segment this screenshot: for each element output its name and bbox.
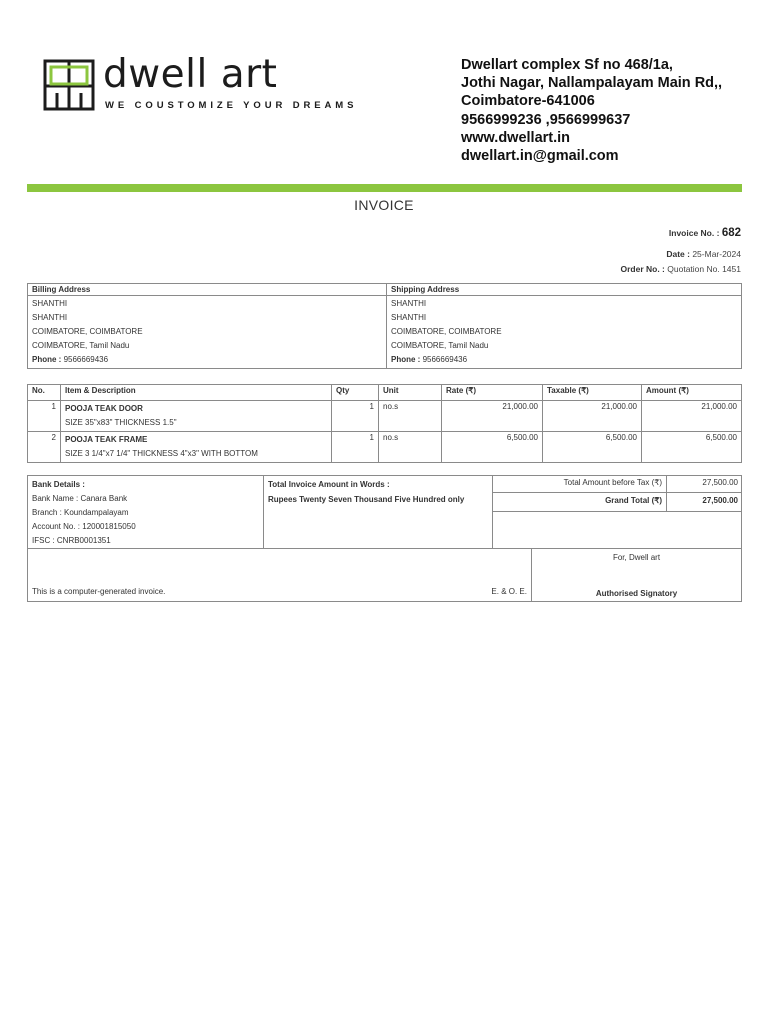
item-description: SIZE 3 1/4"x7 1/4" THICKNESS 4"x3" WITH BOTTOM xyxy=(65,449,258,458)
date-row xyxy=(666,249,741,259)
item-title: POOJA TEAK FRAME xyxy=(65,435,148,444)
logo-mark-icon xyxy=(43,59,95,111)
address-table xyxy=(27,283,742,369)
order-label: Order No. : xyxy=(620,264,665,274)
billing-line: SHANTHI xyxy=(32,299,68,308)
totals-box xyxy=(492,475,742,549)
brand-name: dwell art xyxy=(103,52,278,97)
billing-address xyxy=(28,296,387,369)
shipping-line: COIMBATORE, Tamil Nadu xyxy=(391,341,489,350)
email-link[interactable]: dwellart.in@gmail.com xyxy=(461,148,619,165)
header-divider xyxy=(27,184,742,192)
row-rate: 6,500.00 xyxy=(442,432,543,463)
brand-tagline: WE COUSTOMIZE YOUR DREAMS xyxy=(105,100,358,111)
computer-generated-note: This is a computer-generated invoice. xyxy=(32,587,166,596)
items-header-row xyxy=(28,385,742,401)
bank-line: Branch : Koundampalayam xyxy=(32,508,129,517)
bank-line: Account No. : 120001815050 xyxy=(32,522,136,531)
row-no: 1 xyxy=(28,401,61,432)
bank-details xyxy=(27,475,264,549)
before-tax-value: 27,500.00 xyxy=(667,476,741,493)
row-item xyxy=(61,432,332,463)
invoice-number: 682 xyxy=(721,227,741,239)
row-unit: no.s xyxy=(379,432,442,463)
billing-line: COIMBATORE, COIMBATORE xyxy=(32,327,143,336)
order-number: Quotation No. 1451 xyxy=(667,264,741,274)
address-line: Jothi Nagar, Nallampalayam Main Rd,, xyxy=(461,75,723,92)
words-value: Rupees Twenty Seven Thousand Five Hundred only xyxy=(268,495,465,504)
col-no: No. xyxy=(28,385,61,401)
billing-heading: Billing Address xyxy=(28,284,387,296)
table-row xyxy=(28,432,742,463)
signature-box xyxy=(531,548,742,602)
footer-left xyxy=(27,548,532,602)
col-rate: Rate (₹) xyxy=(442,385,543,401)
shipping-heading: Shipping Address xyxy=(387,284,742,296)
date-label: Date : xyxy=(666,249,690,259)
items-table xyxy=(27,384,742,463)
shipping-address xyxy=(387,296,742,369)
grand-total-label: Grand Total (₹) xyxy=(493,493,667,512)
company-address xyxy=(461,56,761,165)
billing-phone xyxy=(32,353,382,367)
table-row xyxy=(28,401,742,432)
authorised-signatory: Authorised Signatory xyxy=(595,589,678,598)
phone-label: Phone : xyxy=(391,355,421,364)
invoice-number-row xyxy=(669,227,741,239)
before-tax-label: Total Amount before Tax (₹) xyxy=(493,476,667,493)
invoice-date: 25-Mar-2024 xyxy=(692,249,741,259)
row-amount: 21,000.00 xyxy=(642,401,742,432)
item-description: SIZE 35"x83" THICKNESS 1.5" xyxy=(65,418,177,427)
shipping-phone xyxy=(391,353,737,367)
col-taxable: Taxable (₹) xyxy=(543,385,642,401)
bank-line: Bank Name : Canara Bank xyxy=(32,494,128,503)
col-item: Item & Description xyxy=(61,385,332,401)
shipping-line: SHANTHI xyxy=(391,299,427,308)
row-taxable: 6,500.00 xyxy=(543,432,642,463)
bank-heading: Bank Details : xyxy=(32,480,85,489)
col-amount: Amount (₹) xyxy=(642,385,742,401)
invoice-number-label: Invoice No. : xyxy=(668,228,720,238)
row-qty: 1 xyxy=(332,401,379,432)
order-row xyxy=(620,264,741,274)
row-unit: no.s xyxy=(379,401,442,432)
address-line: Coimbatore-641006 xyxy=(461,93,595,110)
col-qty: Qty xyxy=(332,385,379,401)
address-line: Dwellart complex Sf no 468/1a, xyxy=(461,57,673,73)
shipping-phone-value: 9566669436 xyxy=(422,355,468,364)
words-heading: Total Invoice Amount in Words : xyxy=(268,480,390,489)
row-qty: 1 xyxy=(332,432,379,463)
col-unit: Unit xyxy=(379,385,442,401)
for-company: For, Dwell art xyxy=(612,553,661,562)
amount-in-words xyxy=(263,475,493,549)
billing-phone-value: 9566669436 xyxy=(63,355,109,364)
eoe-note: E. & O. E. xyxy=(491,587,527,596)
website-link[interactable]: www.dwellart.in xyxy=(461,129,571,146)
item-title: POOJA TEAK DOOR xyxy=(65,404,143,413)
shipping-line: COIMBATORE, COIMBATORE xyxy=(391,327,502,336)
shipping-line: SHANTHI xyxy=(391,313,427,322)
bank-line: IFSC : CNRB0001351 xyxy=(32,536,111,545)
phone-numbers: 9566999236 ,9566999637 xyxy=(461,111,631,128)
row-item xyxy=(61,401,332,432)
company-logo xyxy=(43,52,363,115)
billing-line: COIMBATORE, Tamil Nadu xyxy=(32,341,130,350)
document-title: INVOICE xyxy=(354,197,414,213)
row-rate: 21,000.00 xyxy=(442,401,543,432)
row-no: 2 xyxy=(28,432,61,463)
row-taxable: 21,000.00 xyxy=(543,401,642,432)
grand-total-value: 27,500.00 xyxy=(667,493,741,512)
billing-line: SHANTHI xyxy=(32,313,68,322)
phone-label: Phone : xyxy=(32,355,62,364)
row-amount: 6,500.00 xyxy=(642,432,742,463)
